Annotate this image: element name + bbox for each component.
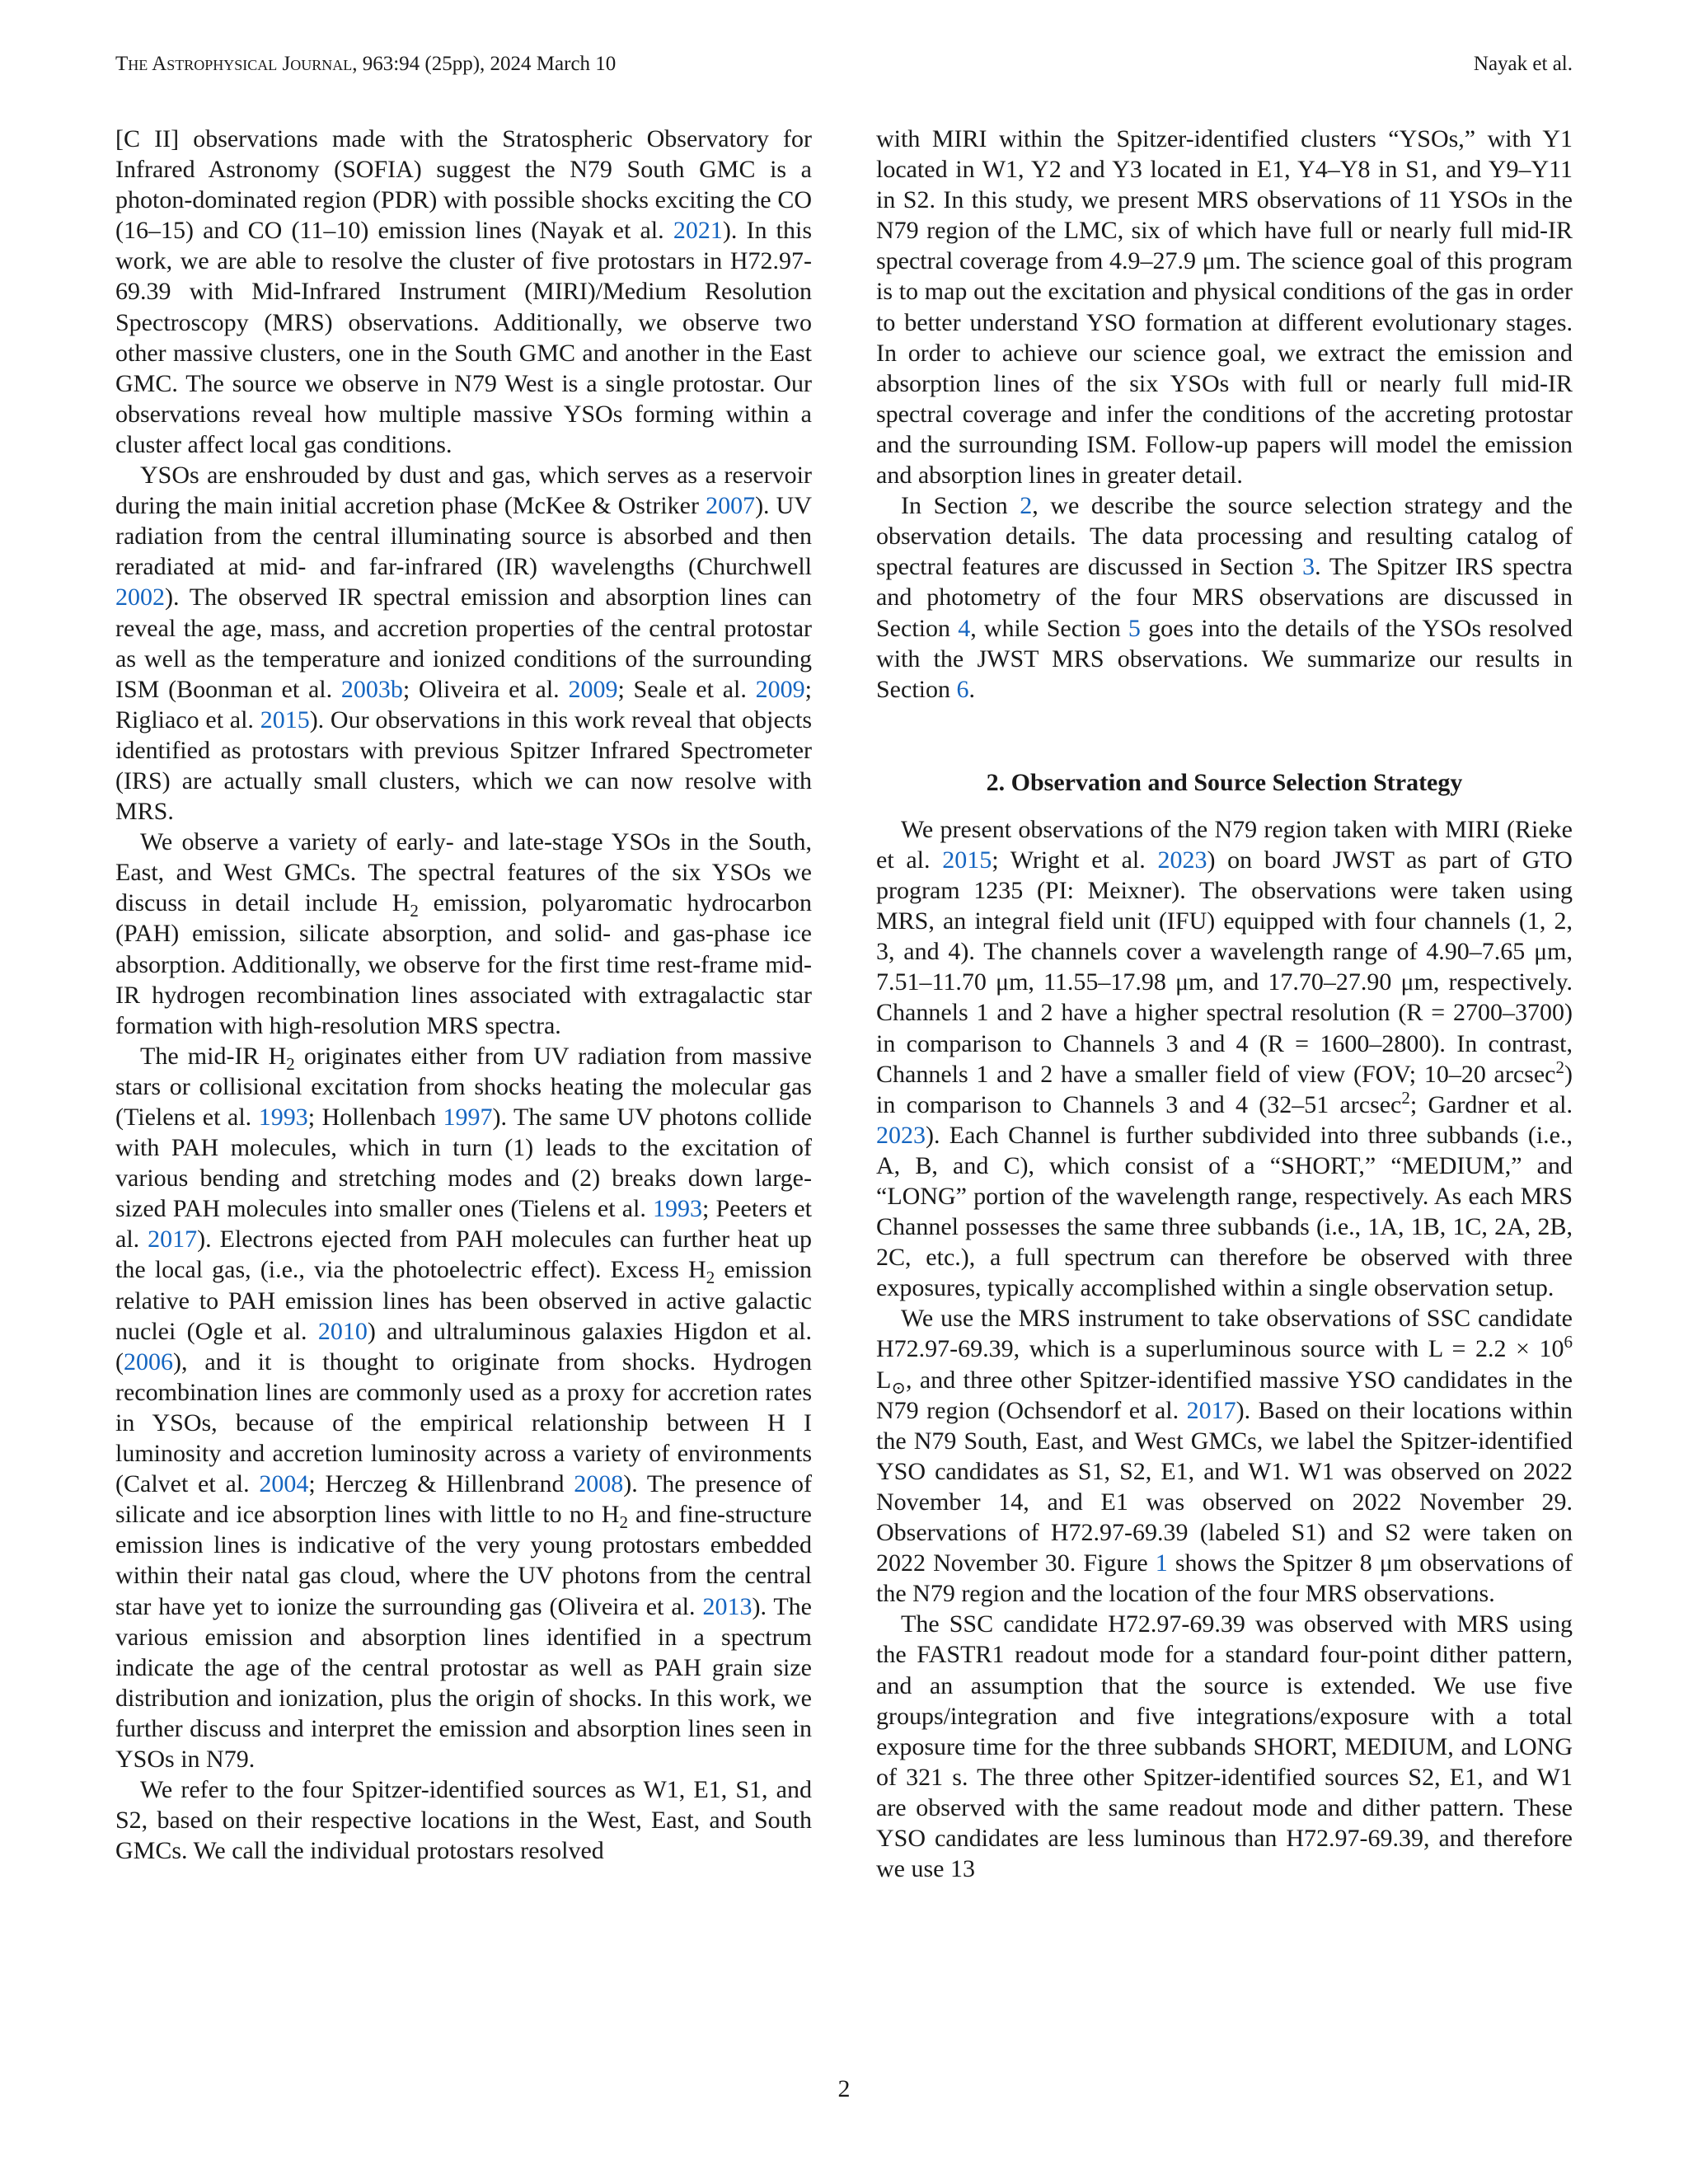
citation-link[interactable]: 2010 [317,1317,368,1345]
paragraph [115,1041,812,1774]
citation-link[interactable]: 2006 [124,1347,173,1376]
text: originates either from UV radiation from massive stars or collisional excitation from shocks heating the molecular gas (Tielens et al. [115,1042,812,1131]
text: ; Hollenbach [307,1104,443,1131]
text: We refer to the four Spitzer-identified sources as W1, E1, S1, and S2, based on their respective locations in the West, East, and South GMCs. We call the individual protostars resolved [115,1776,812,1865]
citation-link[interactable]: 2009 [568,675,618,703]
text: shows the Spitzer 8 μm observations of the N79 region and the location of the four MRS observations. [876,1549,1573,1608]
text: ; Peeters et al. [115,1195,812,1254]
text: ). Our observations in this work reveal that objects identified as protostars with previous Spitzer Infrared Spectrometer (IRS) are actually small clusters, which we can now resolve with MRS. [115,705,812,826]
text: ). In this work, we are able to resolve the cluster of five protostars in H72.97-69.39 with Mid-Infrared Instrument (MIRI)/Medium Resolution Spectroscopy (MRS) observations. Additionally, we observe two other massive clusters, one in the South GMC and another in the East GMC. The source we observe in N79 West is a single protostar. Our observations reveal how multiple massive YSOs forming within a cluster affect local gas conditions. [115,217,812,458]
paragraph [876,490,1573,705]
text: ; Herczeg & Hillenbrand [308,1470,574,1498]
text: . The Spitzer IRS spectra and photometry of the four MRS observations are discussed in Section [876,553,1573,642]
text: The mid-IR H [140,1042,287,1070]
citation-link[interactable]: 2017 [148,1226,198,1254]
citation-link[interactable]: 2004 [259,1470,309,1498]
text: ; Oliveira et al. [402,675,569,703]
text: ). The various emission and absorption lines identified in a spectrum indicate the age of the central protostar as well as PAH grain size distribution and ionization, plus the origin of shocks. In this work, we further discuss and interpret the emission and absorption lines seen in YSOs in N79. [115,1592,812,1773]
superscript: 2 [1555,1057,1564,1077]
paragraph [115,124,812,460]
text: ) in comparison to Channels 3 and 4 (32–51 arcsec [876,1060,1573,1118]
text: ). Based on their locations within the N79 South, East, and West GMCs, we label the Spitzer-identified YSO candidates as S1, S2, E1, and W1. W1 was observed on 2022 November 14, and E1 was observed on 2022 November 29. Observations of H72.97-69.39 (labeled S1) and S2 were taken on 2022 November 30. Figure [876,1396,1573,1577]
text: ; Wright et al. [992,846,1158,874]
paragraph [876,1303,1573,1609]
section-heading: 2. Observation and Source Selection Strategy [986,768,1463,796]
section-link[interactable]: 2 [1020,492,1033,520]
paragraph [876,1609,1573,1884]
text: ; Rigliaco et al. [115,675,812,733]
citation-link[interactable]: 2023 [1157,846,1207,874]
text: L [876,1366,892,1394]
section-link[interactable]: 6 [956,675,969,703]
paragraph [115,827,812,1041]
text: ), and it is thought to originate from shocks. Hydrogen recombination lines are commonly used as a proxy for accretion rates in YSOs, because of the empirical relationship between H I luminosity and accretion luminosity across a variety of environments (Calvet et al. [115,1347,812,1498]
text: In Section [901,492,1020,520]
paragraph [115,460,812,827]
section-link[interactable]: 3 [1302,553,1315,581]
text: ). Electrons ejected from PAH molecules can further heat up the local gas, (i.e., via the photoelectric effect). Excess H [115,1226,812,1284]
citation-link[interactable]: 2013 [702,1592,753,1620]
citation-link[interactable]: 2002 [115,583,165,612]
subscript: 2 [619,1512,628,1533]
figure-link[interactable]: 1 [1155,1549,1168,1577]
text: ). UV radiation from the central illuminating source is absorbed and then reradiated at mid- and far-infrared (IR) wavelengths (Churchwell [115,492,812,581]
citation-link[interactable]: 2007 [706,492,756,520]
paragraph [115,1774,812,1866]
text: , we describe the source selection strategy and the observation details. The data processing and resulting catalog of spectral features are discussed in Section [876,492,1573,581]
citation-link[interactable]: 2003b [340,675,403,703]
section-link[interactable]: 4 [958,614,971,642]
journal-citation [115,53,616,76]
text: We observe a variety of early- and late-stage YSOs in the South, East, and West GMCs. The spectral features of the six YSOs we discuss in detail include H [115,828,812,917]
section-link[interactable]: 5 [1128,614,1141,642]
journal-name: The Astrophysical Journal [115,53,353,75]
citation-link[interactable]: 1993 [653,1195,703,1223]
text: with MIRI within the Spitzer-identified clusters “YSOs,” with Y1 located in W1, Y2 and Y3 located in E1, Y4–Y8 in S1, and Y9–Y11 in S2. In this study, we present MRS observations of 11 YSOs in the N79 region of the LMC, six of which have full or nearly full mid-IR spectral coverage from 4.9–27.9 μm. The science goal of this program is to map out the excitation and physical conditions of the gas in order to better understand YSO formation at different evolutionary stages. In order to achieve our science goal, we extract the emission and absorption lines of the six YSOs with full or nearly full mid-IR spectral coverage and infer the conditions of the accreting protostar and the surrounding ISM. Follow-up papers will model the emission and absorption lines in greater detail. [876,125,1573,490]
subscript: ⊙ [891,1377,906,1398]
citation-link[interactable]: 2009 [755,675,805,703]
text: ). The observed IR spectral emission and absorption lines can reveal the age, mass, and accretion properties of the central protostar as well as the temperature and ionized conditions of the surrounding ISM (Boonman et al. [115,583,812,703]
citation-link[interactable]: 2015 [942,846,992,874]
text: goes into the details of the YSOs resolved with the JWST MRS observations. We summarize our results in Section [876,614,1573,703]
text: ) on board JWST as part of GTO program 1235 (PI: Meixner). The observations were taken using MRS, an integral field unit (IFU) equipped with four channels (1, 2, 3, and 4). The channels cover a wavelength range of 4.90–7.65 μm, 7.51–11.70 μm, 11.55–17.98 μm, and 17.70–27.90 μm, respectively. Channels 1 and 2 have a higher spectral resolution (R = 2700–3700) in comparison to Channels 3 and 4 (R = 1600–2800). In contrast, Channels 1 and 2 have a smaller field of view (FOV; 10–20 arcsec [876,846,1573,1088]
text: ; Gardner et al. [1409,1090,1573,1118]
text: We use the MRS instrument to take observations of SSC candidate H72.97-69.39, which is a superluminous source with L = 2.2 × 10 [876,1305,1573,1363]
citation-link[interactable]: 1997 [443,1104,493,1131]
text: ). The same UV photons collide with PAH molecules, which in turn (1) leads to the excitation of various bending and stretching modes and (2) breaks down large-sized PAH molecules into smaller ones (Tielens et al. [115,1104,812,1223]
citation-link[interactable]: 2017 [1186,1396,1236,1424]
text: emission relative to PAH emission lines has been observed in active galactic nuclei (Ogle et al. [115,1256,813,1345]
page-number: 2 [837,2075,851,2102]
citation-link[interactable]: 1993 [258,1104,308,1131]
text: emission, polyaromatic hydrocarbon (PAH) emission, silicate absorption, and solid- and gas-phase ice absorption. Additionally, we observe for the first time rest-frame mid-IR hydrogen recombination lines associated with extragalactic star formation with high-resolution MRS spectra. [115,889,812,1039]
subscript: 2 [410,901,419,921]
text: and fine-structure emission lines is indicative of the very young protostars embedded within their natal gas cloud, where the UV photons from the central star have yet to ionize the surrounding gas (Oliveira et al. [115,1501,812,1620]
text: , and three other Spitzer-identified massive YSO candidates in the N79 region (Ochsendorf et al. [876,1366,1573,1424]
paragraph [876,124,1573,490]
superscript: 2 [1401,1087,1410,1108]
text: . [968,675,975,703]
text: ) and ultraluminous galaxies Higdon et al. ( [115,1317,812,1376]
running-authors: Nayak et al. [1473,53,1573,75]
text: ). The presence of silicate and ice absorption lines with little to no H [115,1470,812,1529]
paragraph [876,814,1573,1304]
text: YSOs are enshrouded by dust and gas, which serves as a reservoir during the main initial accretion phase (McKee & Ostriker [115,462,812,520]
citation-link[interactable]: 2015 [260,705,310,733]
text: We present observations of the N79 region taken with MIRI (Rieke et al. [876,815,1573,874]
superscript: 6 [1564,1332,1573,1352]
text: , while Section [970,614,1128,642]
text: ; Seale et al. [617,675,756,703]
text: The SSC candidate H72.97-69.39 was observed with MRS using the FASTR1 readout mode for a standard four-point dither pattern, and an assumption that the source is extended. We use five groups/integration and five integrations/exposure with a total exposure time for the three subbands SHORT, MEDIUM, and LONG of 321 s. The three other Spitzer-identified sources S2, E1, and W1 are observed with the same readout mode and dither pattern. These YSO candidates are less luminous than H72.97-69.39, and therefore we use 13 [876,1610,1573,1883]
right-column [876,124,1573,1884]
subscript: 2 [706,1268,715,1288]
left-column [115,124,812,1866]
text: [C II] observations made with the Stratospheric Observatory for Infrared Astronomy (SOFIA) suggest the N79 South GMC is a photon-dominated region (PDR) with possible shocks exciting the CO (16–15) and CO (11–10) emission lines (Nayak et al. [115,125,812,245]
citation-link[interactable]: 2023 [876,1121,926,1149]
citation-link[interactable]: 2008 [574,1470,624,1498]
text: ). Each Channel is further subdivided into three subbands (i.e., A, B, and C), which consist of a “SHORT,” “MEDIUM,” and “LONG” portion of the wavelength range, respectively. As each MRS Channel possesses the same three subbands (i.e., 1A, 1B, 1C, 2A, 2B, 2C, etc.), a full spectrum can therefore be observed with three exposures, typically accomplished within a single observation setup. [876,1121,1573,1302]
citation-link[interactable]: 2021 [673,217,723,245]
journal-volume: , 963:94 (25pp), 2024 March 10 [352,53,617,75]
subscript: 2 [286,1053,295,1074]
running-header [115,53,1573,86]
